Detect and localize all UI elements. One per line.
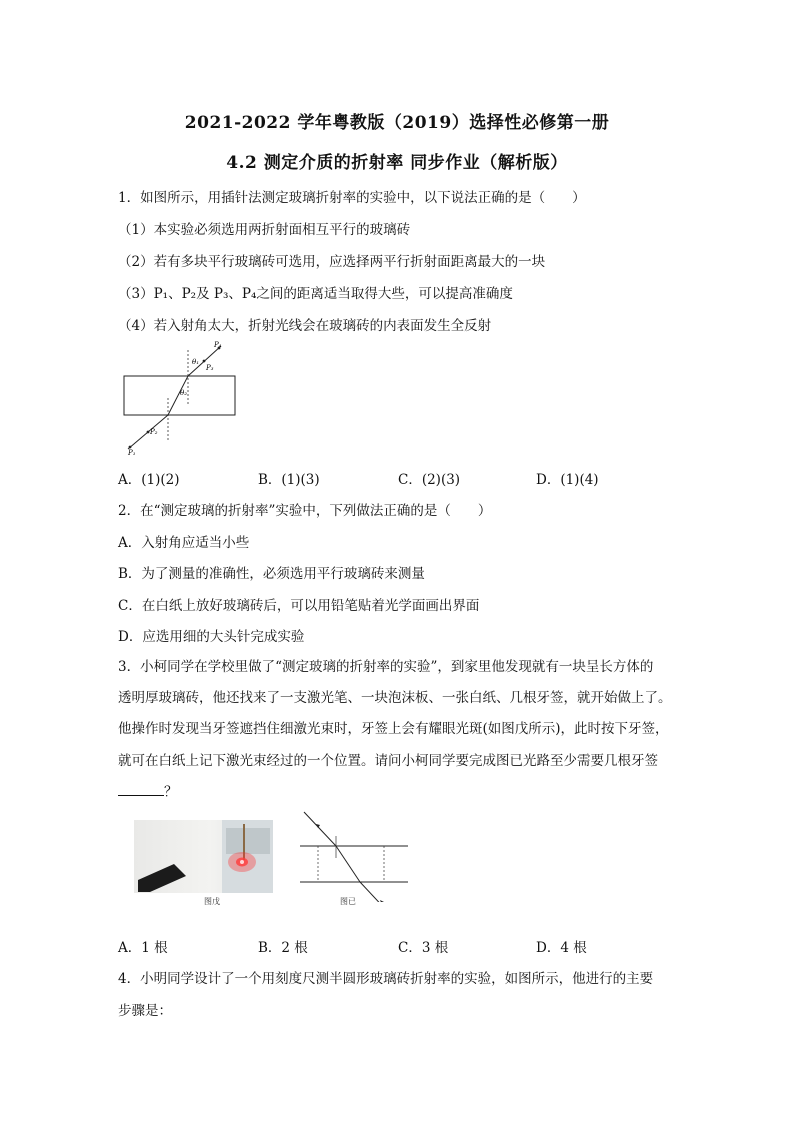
caption-figure-yi: 图已 <box>340 897 356 906</box>
q2-option-b[interactable]: B．为了测量的准确性，必须选用平行玻璃砖来测量 <box>118 566 425 582</box>
document-subtitle: 4.2 测定介质的折射率 同步作业（解析版） <box>226 153 568 173</box>
q1-statement-2: （2）若有多块平行玻璃砖可选用，应选择两平行折射面距离最大的一块 <box>118 254 546 270</box>
q3-option-c[interactable]: C．3 根 <box>398 940 449 956</box>
q1-refraction-diagram <box>118 338 248 456</box>
q2-option-d[interactable]: D．应选用细的大头针完成实验 <box>118 629 305 645</box>
label-p3: P₃ <box>206 364 214 372</box>
q2-option-a[interactable]: A．入射角应适当小些 <box>118 535 250 551</box>
q3-ray-diagram <box>296 810 416 902</box>
q1-option-c[interactable]: C．(2)(3) <box>398 472 461 488</box>
label-p2: P₂ <box>150 428 158 436</box>
q1-statement-4: （4）若入射角太大，折射光线会在玻璃砖的内表面发生全反射 <box>118 318 492 334</box>
q3-option-b[interactable]: B．2 根 <box>258 940 308 956</box>
q3-option-a[interactable]: A．1 根 <box>118 940 168 956</box>
q1-option-b[interactable]: B．(1)(3) <box>258 472 320 488</box>
label-theta1: θ₁ <box>192 358 200 366</box>
q2-option-c[interactable]: C．在白纸上放好玻璃砖后，可以用铅笔贴着光学面画出界面 <box>118 598 480 614</box>
label-p4: P₄ <box>214 341 222 349</box>
q1-statement-1: （1）本实验必须选用两折射面相互平行的玻璃砖 <box>118 222 411 238</box>
caption-figure-wu: 图戊 <box>204 897 220 906</box>
answer-blank[interactable] <box>118 783 164 796</box>
q2-stem: 2．在“测定玻璃的折射率”实验中，下列做法正确的是（ ） <box>118 503 492 519</box>
q1-option-a[interactable]: A．(1)(2) <box>118 472 180 488</box>
q3-line-3: 他操作时发现当牙签遮挡住细激光束时，牙签上会有耀眼光斑(如图戊所示)，此时按下牙签， <box>118 721 669 737</box>
q3-line-2: 透明厚玻璃砖，他还找来了一支激光笔、一块泡沫板、一张白纸、几根牙签，就开始做上了。 <box>118 690 672 706</box>
laser-photo <box>134 820 273 893</box>
label-theta2: θ₂ <box>180 389 188 397</box>
q4-line-1: 4．小明同学设计了一个用刻度尺测半圆形玻璃砖折射率的实验，如图所示，他进行的主要 <box>118 971 654 987</box>
q3-line-1: 3．小柯同学在学校里做了“测定玻璃的折射率的实验”，到家里他发现就有一块呈长方体的 <box>118 659 654 675</box>
q1-stem: 1．如图所示，用插针法测定玻璃折射率的实验中，以下说法正确的是（ ） <box>118 190 586 206</box>
q4-line-2: 步骤是： <box>118 1003 172 1019</box>
document-title: 2021-2022 学年粤教版（2019）选择性必修第一册 <box>184 113 610 133</box>
q1-option-d[interactable]: D．(1)(4) <box>536 472 599 488</box>
q3-line-5: ？ <box>118 780 178 800</box>
label-p1: P₁ <box>128 449 136 456</box>
q3-line-4: 就可在白纸上记下激光束经过的一个位置。请问小柯同学要完成图已光路至少需要几根牙签 <box>118 753 658 769</box>
q1-statement-3: （3）P₁、P₂及 P₃、P₄之间的距离适当取得大些，可以提高准确度 <box>118 286 513 302</box>
q3-option-d[interactable]: D．4 根 <box>536 940 587 956</box>
